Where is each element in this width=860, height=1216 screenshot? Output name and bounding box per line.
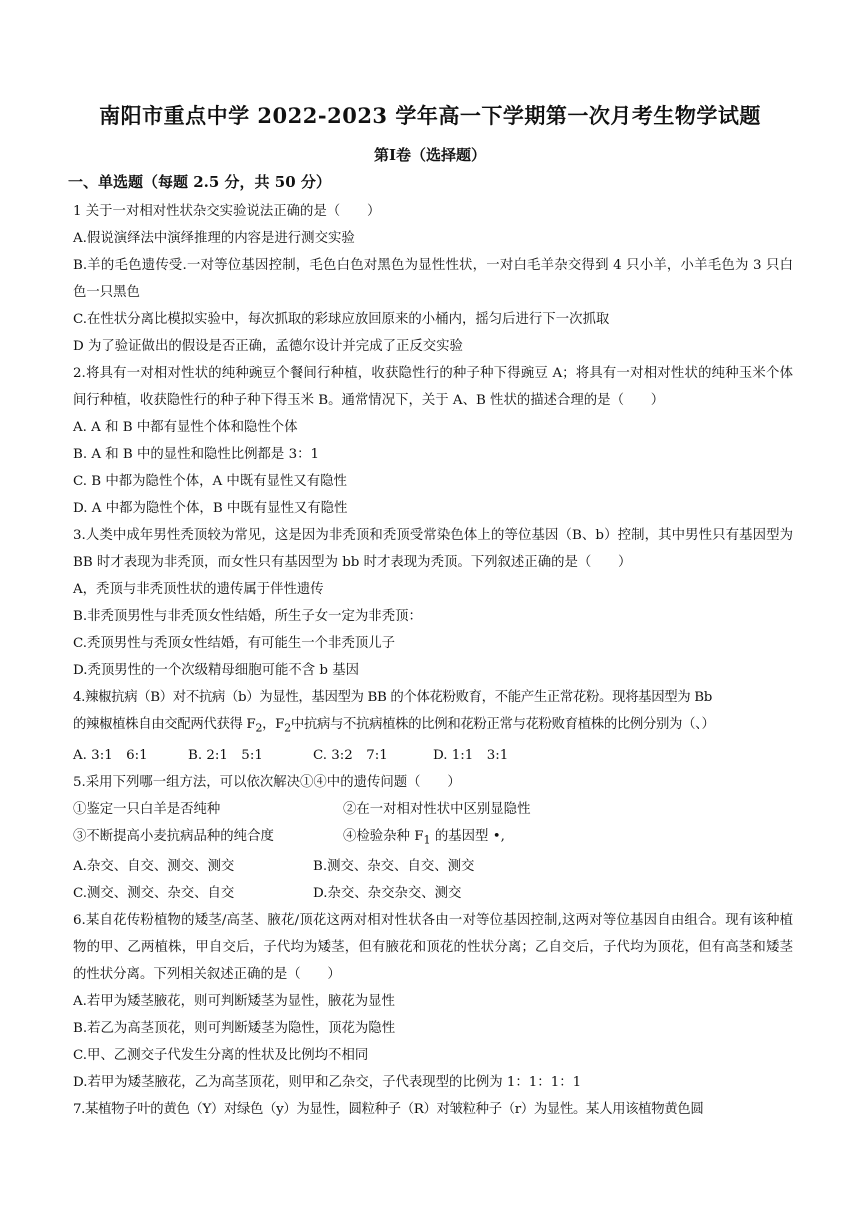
question-5-items-row-1 <box>73 796 793 823</box>
question-5-option-b: B.测交、杂交、自交、测交 <box>313 859 475 875</box>
question-3-option-b: B.非秃顶男性与非秃顶女性结婚，所生子女一定为非秃顶： <box>73 609 422 624</box>
question-3-option-d: D.秃顶男性的一个次级精母细胞可能不含 b 基因 <box>73 663 360 678</box>
question-4-option-b: B. 2:1 5:1 <box>188 747 263 763</box>
question-3-option-a: A，秃顶与非秃顶性状的遗传属于伴性遗传 <box>73 582 324 597</box>
question-5-item-4-part: ④检验杂种 F <box>343 828 424 844</box>
question-2-option-a: A. A 和 B 中都有显性个体和隐性个体 <box>73 420 298 435</box>
question-3-option-c: C.秃顶男性与秃顶女性结婚，有可能生一个非秃顶儿子 <box>73 636 396 651</box>
question-4-stem-part: 中抗病与不抗病植株的比例和花粉正常与花粉败育植株的比例分别为（、） <box>290 717 715 732</box>
question-4-stem-part: ，F <box>262 717 285 732</box>
question-2-option-d: D. A 中都为隐性个体，B 中既有显性又有隐性 <box>73 501 348 516</box>
volume-subtitle: 第Ⅰ卷（选择题） <box>373 146 487 164</box>
question-3-stem: 3.人类中成年男性秃顶较为常见，这是因为非秃顶和秃顶受常染色体上的等位基因（B、b）控制，其中男性只有基因型为 BB 时才表现为非秃顶，而女性只有基因型为 bb 时才表现为秃顶。下列叙述正确的是（ ） <box>73 528 793 570</box>
subscript: 2 <box>284 721 291 735</box>
question-4-option-c: C. 3:2 7:1 <box>313 747 388 763</box>
subscript: 1 <box>423 833 431 847</box>
question-6-option-b: B.若乙为高茎顶花，则可判断矮茎为隐性，顶花为隐性 <box>73 1021 396 1037</box>
question-2-option-c: C. B 中都为隐性个体，A 中既有显性又有隐性 <box>73 474 347 489</box>
subscript: 2 <box>255 721 263 735</box>
question-5-item-3: ③不断提高小麦抗病品种的纯合度 <box>73 828 274 844</box>
question-1-option-c: C.在性状分离比模拟实验中，每次抓取的彩球应放回原来的小桶内，摇匀后进行下一次抓取 <box>73 312 610 327</box>
question-2-option-b: B. A 和 B 中的显性和隐性比例都是 3：1 <box>73 447 320 462</box>
question-5-items-row-2 <box>73 823 793 854</box>
page-title: 南阳市重点中学 2022-2023 学年高一下学期第一次月考生物学试题 <box>99 103 761 128</box>
question-6-option-d: D.若甲为矮茎腋花，乙为高茎顶花，则甲和乙杂交，子代表现型的比例为 1：1：1：1 <box>73 1075 582 1091</box>
question-6-stem: 6.某自花传粉植物的矮茎/高茎、腋花/顶花这两对相对性状各由一对等位基因控制,这两对等位基因自由组合。现有该种植物的甲、乙两植株，甲自交后，子代均为矮茎，但有腋花和顶花的性状分离；乙自交后，子代均为顶花，但有高茎和矮茎的性状分离。下列相关叙述正确的是（ ） <box>73 913 793 983</box>
question-4-stem-line-1: 4.辣椒抗病（B）对不抗病（b）为显性，基因型为 BB 的个体花粉败育，不能产生正常花粉。现将基因型为 Bb <box>73 690 712 705</box>
question-5-option-c: C.测交、测交、杂交、自交 <box>73 886 235 902</box>
question-5-item-4-part: 的基因型 •, <box>430 828 505 844</box>
question-list <box>73 198 793 1123</box>
question-5-option-d: D.杂交、杂交杂交、测交 <box>313 886 462 902</box>
question-1-option-a: A.假说演绎法中演绎推理的内容是进行测交实验 <box>73 231 355 246</box>
question-2-stem: 2.将具有一对相对性状的纯种豌豆个餐间行种植，收获隐性行的种子种下得豌豆 A；将具有一对相对性状的纯种玉米个体间行种植，收获隐性行的种子种下得玉米 B。通常情况下，关于 A、B 性状的描述合理的是（ ） <box>73 366 793 408</box>
question-4-options <box>73 742 793 769</box>
question-1-option-d: D 为了验证做出的假设是否正确，孟德尔设计并完成了正反交实验 <box>73 339 463 354</box>
question-6-option-c: C.甲、乙测交子代发生分离的性状及比例均不相同 <box>73 1048 369 1064</box>
question-5-options-row-1 <box>73 853 793 880</box>
section-heading: 一、单选题（每题 2.5 分，共 50 分） <box>68 173 331 191</box>
question-4-option-a: A. 3:1 6:1 <box>73 747 148 763</box>
question-5-item-4 <box>343 823 505 854</box>
question-4-option-d: D. 1:1 3:1 <box>433 747 509 763</box>
question-5-stem: 5.采用下列哪一组方法，可以依次解决①④中的遗传问题（ ） <box>73 774 461 790</box>
question-1-stem: 1 关于一对相对性状杂交实验说法正确的是（ ） <box>73 204 381 219</box>
question-5-item-1: ①鉴定一只白羊是否纯种 <box>73 801 221 817</box>
question-7-stem: 7.某植物子叶的黄色（Y）对绿色（y）为显性，圆粒种子（R）对皱粒种子（r）为显性。某人用该植物黄色圆 <box>73 1102 704 1118</box>
question-4-stem-line-2 <box>73 711 793 742</box>
question-1-option-b: B.羊的毛色遗传受.一对等位基因控制，毛色白色对黑色为显性性状，一对白毛羊杂交得到 4 只小羊，小羊毛色为 3 只白色一只黑色 <box>73 258 793 300</box>
question-4-stem-part: 的辣椒植株自由交配两代获得 F <box>73 717 256 732</box>
question-6-option-a: A.若甲为矮茎腋花，则可判断矮茎为显性，腋花为显性 <box>73 994 395 1010</box>
question-5-options-row-2 <box>73 880 793 907</box>
question-5-item-2: ②在一对相对性状中区别显隐性 <box>343 801 531 817</box>
question-5-option-a: A.杂交、自交、测交、测交 <box>73 859 235 875</box>
